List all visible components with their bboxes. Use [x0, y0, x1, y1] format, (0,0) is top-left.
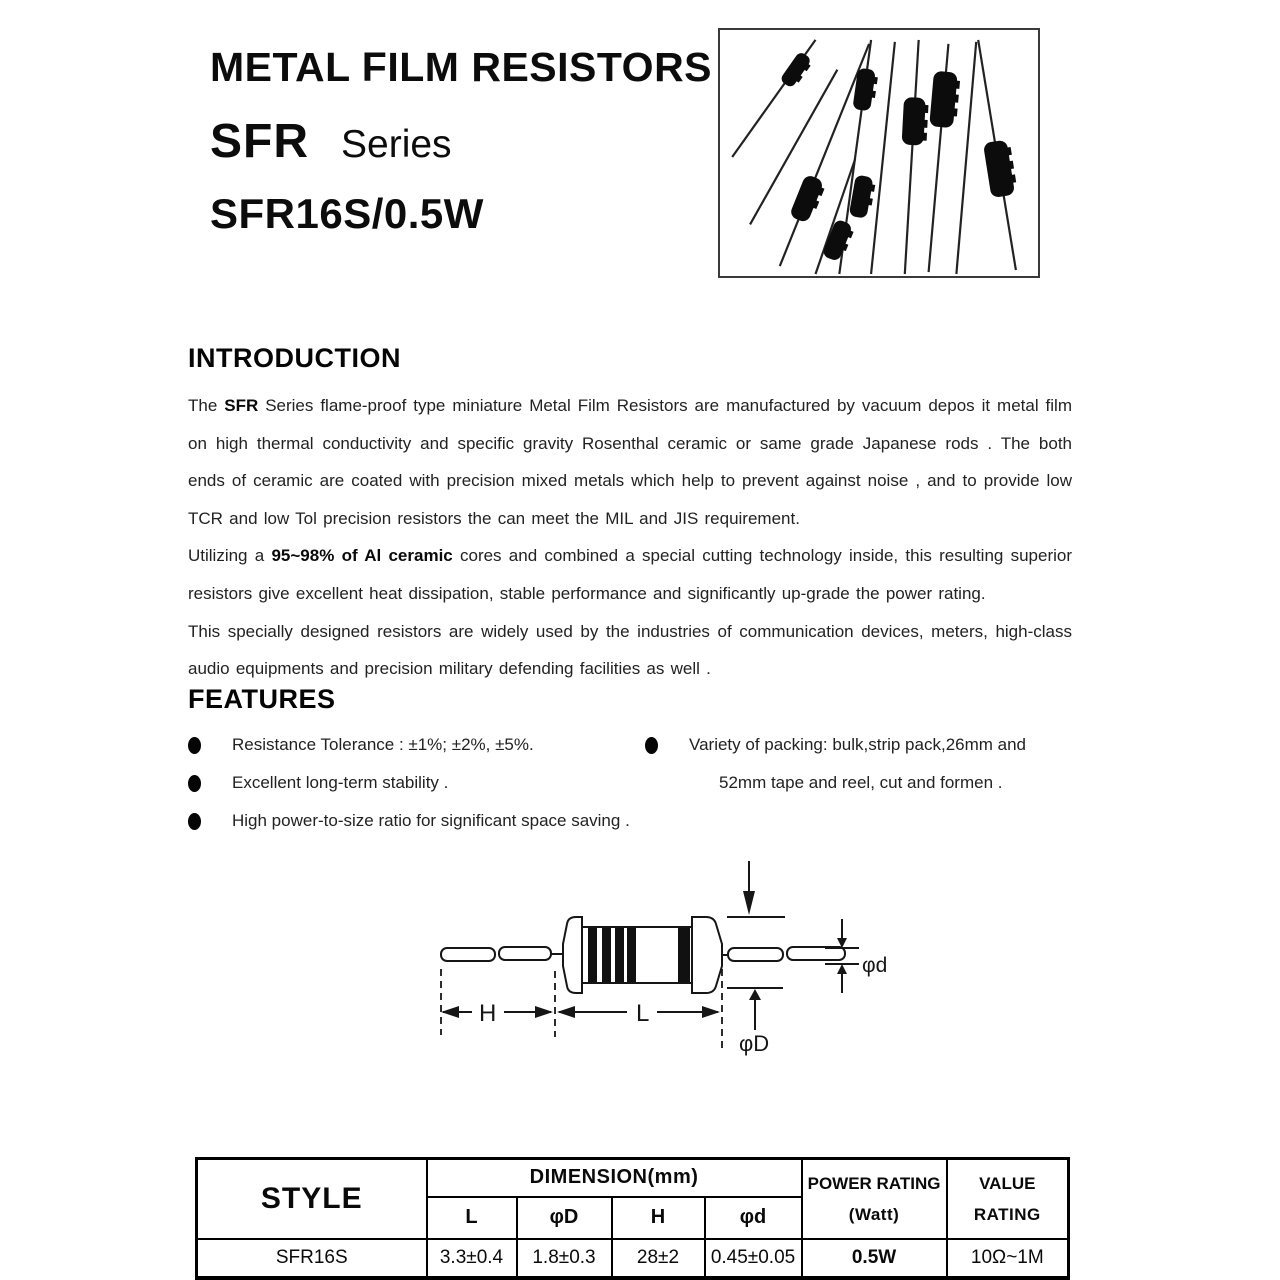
- header-style: STYLE: [197, 1159, 427, 1239]
- intro-p1-text-cont: Series flame-proof type miniature Metal Film Resistors are manufactured by vacuum depos it metal film on high thermal conductivity and specific gravity Rosenthal ceramic or same grade Japanese rods . The both ends of ceramic are coated with precision mixed metals which help to prevent against noise , and to provide low TCR and low Tol precision resistors the can meet the MIL and JIS requirement.: [188, 396, 1072, 528]
- header-col-phi-D: φD: [517, 1197, 612, 1239]
- header-power-line1: POWER RATING: [807, 1173, 941, 1193]
- page-title: METAL FILM RESISTORS: [210, 44, 713, 90]
- intro-p1-text: The: [188, 396, 225, 415]
- feature-text-packing-cont: 52mm tape and reel, cut and formen .: [719, 773, 1003, 792]
- resistor-diagram-drawing: [375, 845, 945, 1100]
- model-title: SFR16S/0.5W: [210, 190, 484, 237]
- introduction-paragraph-3: This specially designed resistors are widely used by the industries of communication devices, meters, high-class audio equipments and precision military defending facilities as well .: [188, 621, 1072, 679]
- dimension-label-phi-d: φd: [862, 954, 888, 977]
- feature-item: [645, 735, 1065, 755]
- series-title: [210, 114, 452, 169]
- dimension-label-phi-D: φD: [739, 1031, 770, 1056]
- header-value-line1: VALUE: [979, 1173, 1036, 1193]
- table-header-row-1: [197, 1159, 1069, 1197]
- feature-item: [188, 773, 658, 793]
- resistor-dimension-diagram: [375, 845, 945, 1100]
- dimension-label-l: L: [636, 1000, 650, 1027]
- introduction-paragraph-2: [188, 537, 1072, 612]
- table-data-row: [197, 1239, 1069, 1279]
- features-left-column: [188, 735, 658, 831]
- bullet-icon: [645, 737, 658, 754]
- cell-h-value: 28±2: [612, 1239, 705, 1279]
- series-name: SFR: [210, 115, 309, 168]
- features-heading: FEATURES: [188, 684, 336, 714]
- resistors-photo: [718, 28, 1040, 278]
- bullet-icon: [188, 737, 201, 754]
- header-dimension: DIMENSION(mm): [427, 1159, 802, 1197]
- introduction-heading: INTRODUCTION: [188, 343, 401, 373]
- bullet-icon: [188, 775, 201, 792]
- resistors-photo-image: [720, 30, 1038, 276]
- spec-table: [195, 1157, 1070, 1280]
- header-col-phi-d: φd: [705, 1197, 802, 1239]
- series-word: Series: [341, 123, 452, 166]
- intro-p2-text: Utilizing a: [188, 546, 272, 566]
- header-col-h: H: [612, 1197, 705, 1239]
- header-col-l: L: [427, 1197, 517, 1239]
- cell-style-value: SFR16S: [197, 1239, 427, 1279]
- cell-phi-D-value: 1.8±0.3: [517, 1239, 612, 1279]
- introduction-paragraph-1: [188, 387, 1072, 537]
- feature-item: [188, 735, 658, 755]
- intro-p2-text-cont: cores and combined a special cutting technology inside, this resulting superior resistors give excellent heat dissipation, stable performance and significantly up-grade the power rating.: [188, 546, 1073, 603]
- features-section: [188, 684, 1072, 849]
- intro-p1-bold: SFR: [224, 396, 259, 415]
- features-right-column: [645, 735, 1065, 793]
- dimension-label-h: H: [479, 1000, 497, 1027]
- feature-text-tolerance: Resistance Tolerance : ±1%; ±2%, ±5%.: [232, 735, 534, 754]
- intro-p2-bold: 95~98% of Al ceramic: [271, 546, 453, 566]
- header-power-line2: (Watt): [848, 1204, 900, 1224]
- feature-text-power-size: High power-to-size ratio for significant space saving .: [232, 811, 630, 830]
- feature-item: [188, 811, 658, 831]
- cell-value-rating: 10Ω~1M: [947, 1239, 1069, 1279]
- bullet-icon: [188, 813, 201, 830]
- cell-phi-d-value: 0.45±0.05: [705, 1239, 802, 1279]
- introduction-section: [188, 343, 1072, 688]
- cell-power-value: 0.5W: [802, 1239, 947, 1279]
- header-value-line2: RATING: [973, 1204, 1041, 1224]
- header-power-rating: [802, 1159, 947, 1239]
- feature-text-packing: Variety of packing: bulk,strip pack,26mm and: [689, 735, 1027, 754]
- header-value-rating: [947, 1159, 1069, 1239]
- feature-text-stability: Excellent long-term stability .: [232, 773, 449, 792]
- cell-l-value: 3.3±0.4: [427, 1239, 517, 1279]
